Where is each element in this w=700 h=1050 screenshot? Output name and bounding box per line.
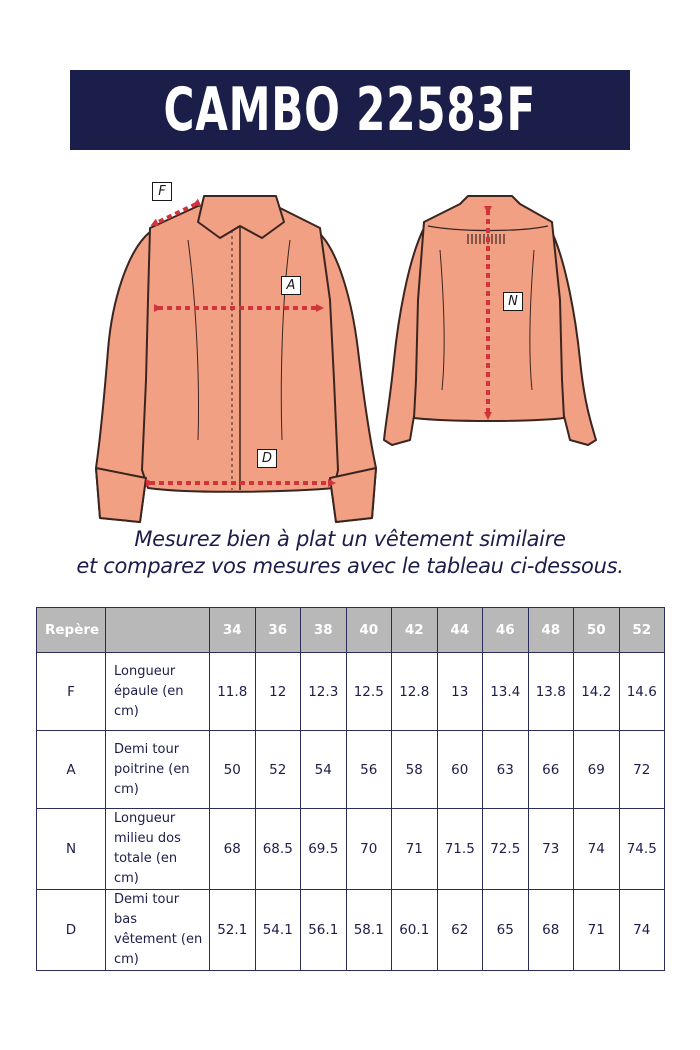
description-line: vêtement (en	[114, 932, 203, 947]
title-banner	[70, 70, 630, 150]
description-line: Longueur	[114, 811, 176, 826]
header-size: 44	[437, 608, 483, 653]
table-row	[37, 731, 665, 809]
cell-value: 13.8	[528, 653, 574, 731]
cell-value: 60	[437, 731, 483, 809]
cell-value: 73	[528, 809, 574, 890]
shirt-diagram-svg	[0, 170, 700, 530]
cell-value: 58	[392, 731, 438, 809]
description-line: Demi tour bas	[114, 892, 180, 927]
cell-value: 54	[301, 731, 347, 809]
header-repere: Repère	[37, 608, 106, 653]
header-size: 36	[255, 608, 301, 653]
cell-value: 71	[574, 890, 620, 971]
cell-value: 68.5	[255, 809, 301, 890]
row-description	[106, 890, 210, 971]
cell-value: 74	[619, 890, 665, 971]
table-row	[37, 653, 665, 731]
cell-value: 14.2	[574, 653, 620, 731]
cell-value: 11.8	[210, 653, 256, 731]
description-line: épaule (en	[114, 683, 184, 699]
row-mark: N	[37, 809, 106, 890]
table-header-row	[37, 608, 665, 653]
header-size: 48	[528, 608, 574, 653]
size-chart-table	[36, 607, 665, 971]
cell-value: 72.5	[483, 809, 529, 890]
measuring-instructions	[0, 526, 700, 580]
garment-illustration	[0, 170, 700, 530]
header-size: 38	[301, 608, 347, 653]
cell-value: 12	[255, 653, 301, 731]
cell-value: 71.5	[437, 809, 483, 890]
cell-value: 71	[392, 809, 438, 890]
row-mark: A	[37, 731, 106, 809]
row-mark: D	[37, 890, 106, 971]
header-size: 50	[574, 608, 620, 653]
cell-value: 69	[574, 731, 620, 809]
table-row	[37, 890, 665, 971]
cell-value: 56.1	[301, 890, 347, 971]
cell-value: 63	[483, 731, 529, 809]
description-line: totale (en cm)	[114, 851, 178, 886]
front-shirt	[96, 196, 376, 522]
cell-value: 52	[255, 731, 301, 809]
header-size: 42	[392, 608, 438, 653]
label-n: N	[503, 292, 523, 311]
cell-value: 52.1	[210, 890, 256, 971]
description-line: cm)	[114, 781, 139, 797]
page-title: CAMBO 22583F	[163, 75, 537, 145]
cell-value: 74.5	[619, 809, 665, 890]
cell-value: 14.6	[619, 653, 665, 731]
instruction-line-2: et comparez vos mesures avec le tableau ci-dessous.	[76, 554, 624, 578]
cell-value: 74	[574, 809, 620, 890]
cell-value: 66	[528, 731, 574, 809]
cell-value: 65	[483, 890, 529, 971]
cell-value: 54.1	[255, 890, 301, 971]
cell-value: 69.5	[301, 809, 347, 890]
header-size: 52	[619, 608, 665, 653]
description-line: cm)	[114, 952, 139, 967]
cell-value: 12.5	[346, 653, 392, 731]
row-description	[106, 653, 210, 731]
header-size: 46	[483, 608, 529, 653]
description-line: milieu dos	[114, 831, 181, 846]
label-f: F	[152, 182, 172, 201]
cell-value: 12.3	[301, 653, 347, 731]
row-description	[106, 809, 210, 890]
cell-value: 12.8	[392, 653, 438, 731]
description-line: Longueur	[114, 663, 176, 679]
table-row	[37, 809, 665, 890]
cell-value: 13	[437, 653, 483, 731]
label-d: D	[257, 449, 277, 468]
cell-value: 68	[528, 890, 574, 971]
header-size: 34	[210, 608, 256, 653]
description-line: poitrine (en	[114, 761, 190, 777]
cell-value: 60.1	[392, 890, 438, 971]
header-size: 40	[346, 608, 392, 653]
cell-value: 50	[210, 731, 256, 809]
label-a: A	[281, 276, 301, 295]
cell-value: 70	[346, 809, 392, 890]
row-mark: F	[37, 653, 106, 731]
description-line: Demi tour	[114, 741, 180, 757]
description-line: cm)	[114, 703, 139, 719]
cell-value: 58.1	[346, 890, 392, 971]
cell-value: 68	[210, 809, 256, 890]
instruction-line-1: Mesurez bien à plat un vêtement similaire	[134, 527, 566, 551]
cell-value: 13.4	[483, 653, 529, 731]
row-description	[106, 731, 210, 809]
header-description	[106, 608, 210, 653]
cell-value: 72	[619, 731, 665, 809]
cell-value: 62	[437, 890, 483, 971]
cell-value: 56	[346, 731, 392, 809]
